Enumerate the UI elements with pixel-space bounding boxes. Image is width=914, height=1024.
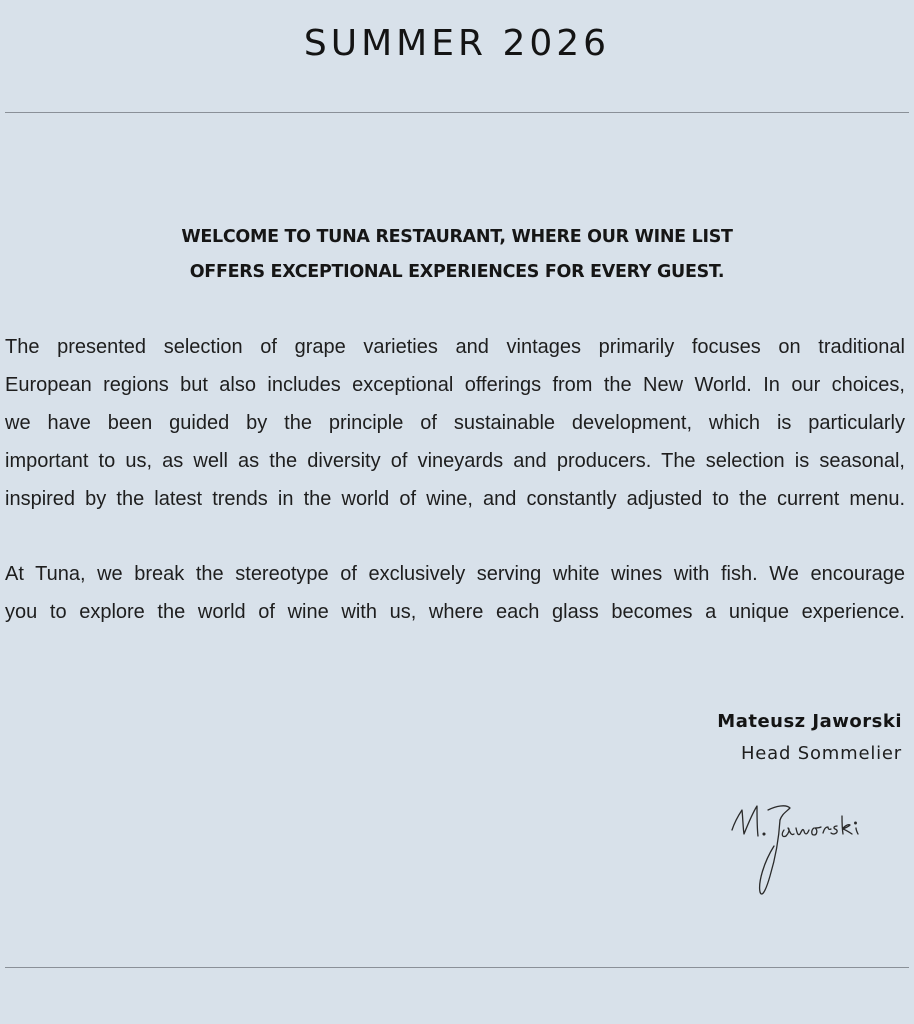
intro-paragraph [5,328,905,518]
paragraph-line: we have been guided by the principle of sustainable development, which is particularly [5,412,905,434]
paragraph-line: important to us, as well as the diversity of vineyards and producers. The selection is seasonal, [5,450,905,472]
welcome-line: OFFERS EXCEPTIONAL EXPERIENCES FOR EVERY GUEST. [189,262,725,282]
welcome-heading [0,220,914,290]
page-title: SUMMER 2026 [303,23,611,64]
philosophy-paragraph [5,555,905,631]
paragraph-line: European regions but also includes exceptional offerings from the New World. In our choices, [5,374,905,396]
paragraph-line: At Tuna, we break the stereotype of exclusively serving white wines with fish. We encourage [5,563,905,585]
welcome-line: WELCOME TO TUNA RESTAURANT, WHERE OUR WINE LIST [181,227,733,247]
signer-name: Mateusz Jaworski [717,711,902,732]
paragraph-line: The presented selection of grape varieties and vintages primarily focuses on traditional [5,336,905,358]
paragraph-line: inspired by the latest trends in the world of wine, and constantly adjusted to the current menu. [5,488,905,510]
bottom-divider [5,967,909,968]
paragraph-line: you to explore the world of wine with us, where each glass becomes a unique experience. [5,601,905,623]
signature-icon [724,790,904,905]
signer-role: Head Sommelier [740,743,902,764]
top-divider [5,112,909,113]
